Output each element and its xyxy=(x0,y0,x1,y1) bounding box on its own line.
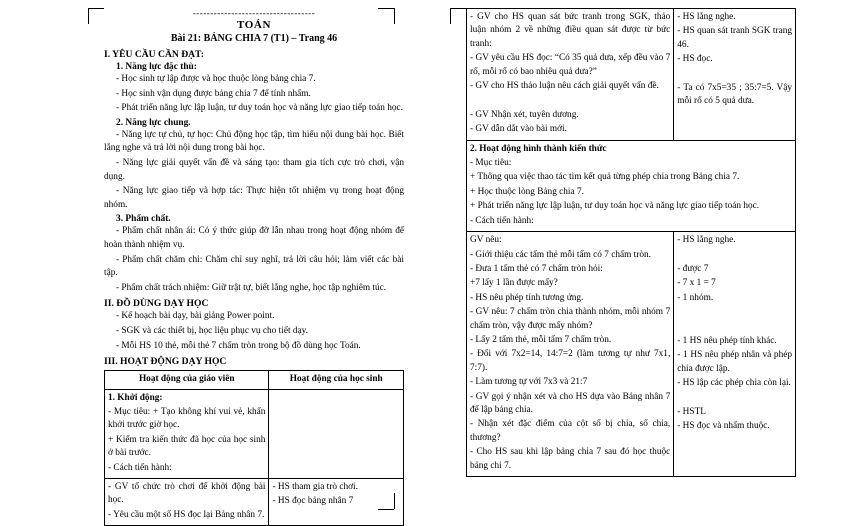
cell-student xyxy=(674,9,796,141)
activity-line: - GV gọi ý nhận xét và cho HS dựa vào Bảng nhân 7 để lập bảng chia. xyxy=(470,391,671,415)
section-1-3-item: - Phẩm chất trách nhiệm: Giữ trật tự, biết lắng nghe, học tập nghiêm túc. xyxy=(116,282,387,293)
cell-student xyxy=(269,389,404,478)
activity-line: - HS đọc và nhẩm thuộc. xyxy=(677,421,770,432)
cell-teacher xyxy=(105,389,269,478)
activity-line: + Kiểm tra kiến thức đã học của học sinh ở bài trước. xyxy=(108,434,266,459)
section-2-item: - Kế hoạch bài dạy, bài giảng Power point. xyxy=(116,311,275,322)
section-1-3-item: - Phẩm chất chăm chỉ: Chăm chỉ suy nghĩ, trả lời câu hỏi; làm viết các bài tập. xyxy=(104,254,404,279)
column-header-student: Hoạt động của học sinh xyxy=(269,371,404,389)
section-1-1-heading: 1. Năng lực đặc thù: xyxy=(116,62,197,72)
activity-line: - 1 HS nêu phép nhân và phép chia được lập. xyxy=(677,350,792,374)
activity-line: GV nêu: xyxy=(470,235,502,246)
cell-teacher xyxy=(105,478,269,525)
activity-spacer xyxy=(677,249,792,262)
activity-line: - HSTL xyxy=(677,406,706,417)
activity-line: - HS đọc. xyxy=(677,54,713,65)
crop-mark-top-left-h xyxy=(88,8,104,9)
page-subtitle: Bài 21: BẢNG CHIA 7 (T1) – Trang 46 xyxy=(170,33,338,44)
section-1-3-item: - Phẩm chất nhân ái: Có ý thức giúp đỡ lẫn nhau trong hoạt động nhóm để hoàn thành nhiệm vụ. xyxy=(104,226,404,250)
section-1-2-heading: 2. Năng lực chung. xyxy=(116,117,191,128)
activity-line: - GV cho HS quan sát bức tranh trong SGK, thảo luận nhóm 2 về những điều quan sát được từ bức tranh: xyxy=(470,12,671,49)
activity-line: - Đưa 1 tấm thẻ có 7 chấm tròn hỏi: xyxy=(470,263,603,274)
section-2-heading: II. ĐỒ DÙNG DẠY HỌC xyxy=(104,298,209,310)
activity-line: + Thông qua việc thao tác tìm kết quả từng phép chia trong Bảng chia 7. xyxy=(470,172,740,183)
cell-full-width xyxy=(467,140,796,231)
left-column xyxy=(104,8,404,526)
table-row xyxy=(105,478,404,525)
section-1-1-item: - Học sinh vận dụng được bảng chia 7 để tính nhẩm. xyxy=(116,88,311,99)
table-row xyxy=(467,232,796,477)
activity-line: - Mục tiêu: xyxy=(470,158,512,169)
activity-line: - Cách tiến hành: xyxy=(470,215,534,226)
crop-mark-top-left-v xyxy=(88,8,89,24)
section-1-heading: I. YÊU CẦU CẦN ĐẠT: xyxy=(104,49,204,60)
section-1-3-heading: 3. Phẩm chất. xyxy=(116,214,171,225)
activity-spacer xyxy=(677,306,792,319)
cell-teacher xyxy=(467,232,674,477)
activity-line: - HS lắng nghe. xyxy=(677,12,736,22)
activity-line: - Mục tiêu: + Tạo không khí vui vẻ, khấn khởi trước giờ học. xyxy=(108,406,266,431)
activity-line: - Yêu cầu một số HS đọc lại Bảng nhân 7. xyxy=(108,509,265,520)
column-header-teacher: Hoạt động của giáo viên xyxy=(105,371,269,389)
activity-line: - được 7 xyxy=(677,263,709,274)
activity-line: - Ta có 7x5=35 ; 35:7=5. Vậy mỗi rổ có 5 quả dưa. xyxy=(677,83,792,107)
right-column xyxy=(466,8,796,477)
section-3-heading: III. HOẠT ĐỘNG DẠY HỌC xyxy=(104,356,227,368)
section-1-2-item: - Năng lực giải quyết vấn đề và sáng tạo: tham gia tích cực trò chơi, vận dụng. xyxy=(104,157,404,182)
section-1-1-item: - Học sinh tự lập được và học thuộc lòng bảng chia 7. xyxy=(116,74,316,84)
activity-line: + Học thuộc lòng Bảng chia 7. xyxy=(470,186,584,197)
activity-line: - 7 x 1 = 7 xyxy=(677,278,716,289)
activity-line: - GV tổ chức trò chơi để khởi động bài học. xyxy=(108,481,266,506)
table-row xyxy=(467,9,796,141)
cell-teacher xyxy=(467,9,674,141)
activity-line: - Đối với 7x2=14, 14:7=2 (làm tương tự như 7x1, 7:7). xyxy=(470,349,671,373)
activity-line: - GV nêu: 7 chấm tròn chia thành nhóm, mỗi nhóm 7 chấm tròn, vậy được mấy nhóm? xyxy=(470,307,671,331)
activity-spacer xyxy=(677,321,792,334)
activity-line: - Nhận xét đặc điểm của cột số bị chia, số chia, thương? xyxy=(470,419,671,443)
activity-table-right xyxy=(466,8,796,477)
section-1-2-item: - Năng lực tự chủ, tự học: Chủ động học tập, tìm hiểu nội dung bài học. Biết lắng nghe và trả lời nội dung trong bài học. xyxy=(104,129,404,154)
crop-mark-top-right-v xyxy=(450,8,451,24)
cell-student xyxy=(674,232,796,477)
activity-line: + Phát triển năng lực lập luận, tư duy toán học và năng lực giao tiếp toán học. xyxy=(470,201,760,212)
table-row xyxy=(105,389,404,478)
activity-line: - Cách tiến hành: xyxy=(108,462,172,473)
activity-line: - HS quan sát tranh SGK trang 46. xyxy=(677,26,792,50)
activity-line: - HS đọc bảng nhân 7 xyxy=(272,496,354,507)
activity-line: - Lấy 2 tấm thẻ, mỗi tấm 7 chấm tròn. xyxy=(470,334,612,345)
activity-spacer xyxy=(677,68,792,81)
divider-dots: ----------------------------------- xyxy=(192,8,316,18)
activity-line: - 1 nhóm. xyxy=(677,292,714,303)
activity-line: - GV cho HS thảo luận nêu cách giải quyết vấn đề. xyxy=(470,81,659,92)
activity-line: - HS nêu phép tính tương ứng. xyxy=(470,292,584,303)
activity-line: - Làm tương tự với 7x3 và 21:7 xyxy=(470,377,588,388)
activity-line: - GV dẫn dắt vào bài mới. xyxy=(470,124,567,135)
activity-line: +7 lấy 1 lần được mấy? xyxy=(470,278,558,289)
cell-student xyxy=(269,478,404,525)
activity-line: - Giới thiệu các tấm thẻ mỗi tấm có 7 chấm tròn. xyxy=(470,249,651,260)
activity-heading: 2. Hoạt động hình thành kiến thức xyxy=(470,143,607,154)
table-header-row xyxy=(105,371,404,389)
activity-line: - HS lập các phép chia còn lại. xyxy=(677,378,791,389)
activity-spacer xyxy=(470,94,670,107)
activity-line: - 1 HS nêu phép tính khác. xyxy=(677,335,777,346)
activity-line: - GV Nhận xét, tuyên dương. xyxy=(470,109,579,120)
section-1-2-item: - Năng lực giao tiếp và hợp tác: Thực hiện tốt nhiệm vụ trong hoạt động nhóm. xyxy=(104,186,404,210)
activity-table-left xyxy=(104,370,404,526)
crop-mark-top-right-h xyxy=(450,8,466,9)
section-2-item: - Mỗi HS 10 thẻ, mỗi thẻ 7 chấm tròn trong bộ đồ dùng học Toán. xyxy=(116,340,361,351)
section-1-1-item: - Phát triển năng lực lập luận, tư duy toán học và năng lực giao tiếp toán học. xyxy=(116,103,403,114)
section-2-item: - SGK và các thiết bị, học liệu phục vụ cho tiết dạy. xyxy=(116,325,308,336)
activity-heading: 1. Khởi động: xyxy=(108,392,163,403)
activity-line: - HS lắng nghe. xyxy=(677,235,736,246)
activity-line: - Cho HS sau khi lập bảng chia 7 sau đó học thuộc bảng chi 7. xyxy=(470,447,671,471)
table-row xyxy=(467,140,796,231)
activity-line: - GV yêu cầu HS đọc: “Có 35 quả dưa, xếp đều vào 7 rổ, mỗi rổ có bao nhiêu quả dưa?” xyxy=(470,53,671,77)
activity-line: - HS tham gia trò chơi. xyxy=(272,481,358,492)
page-title: TOÁN xyxy=(237,19,271,31)
activity-spacer xyxy=(677,392,792,405)
